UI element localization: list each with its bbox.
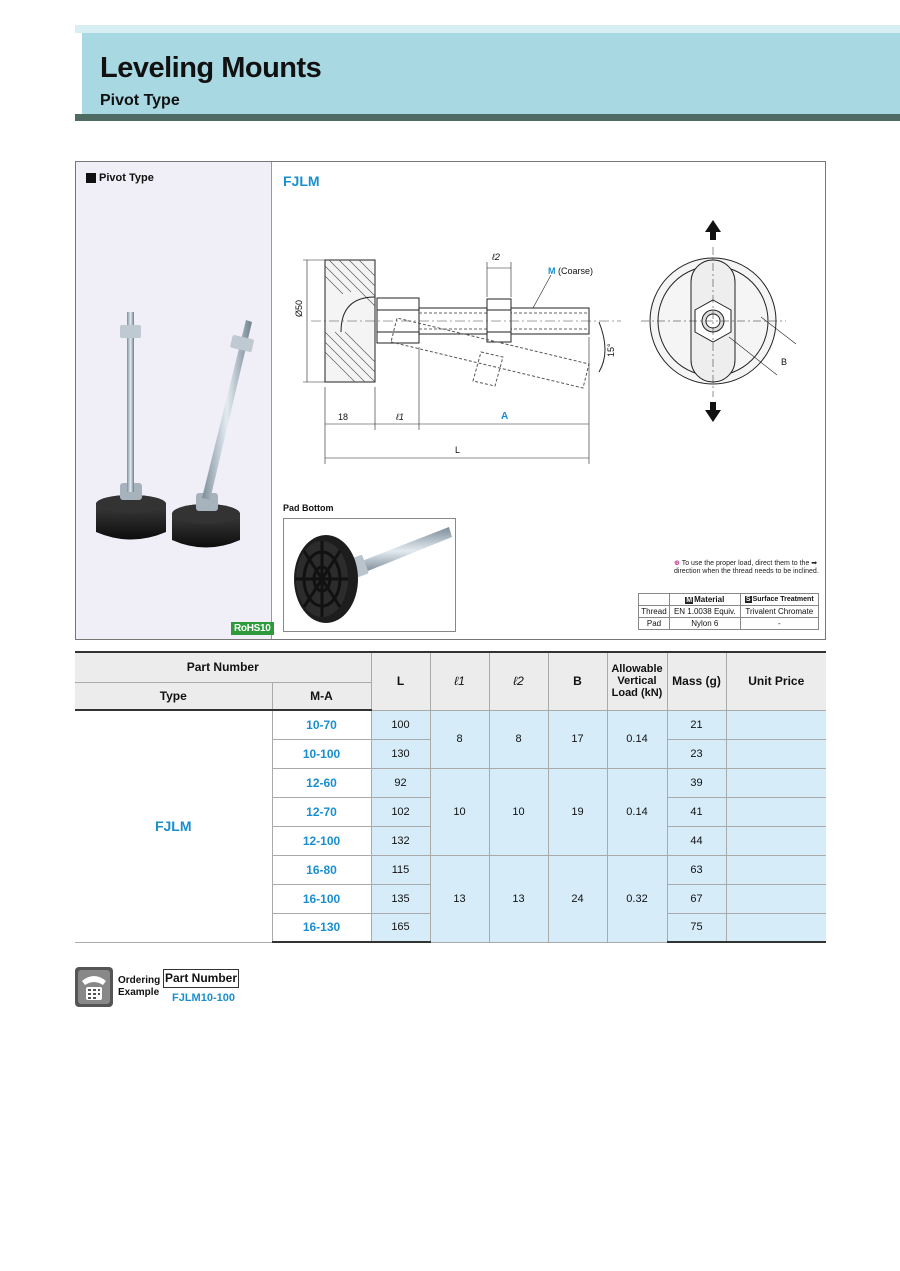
header-l2: ℓ2	[489, 652, 548, 710]
l1-cell: 13	[430, 855, 489, 942]
header-strip	[75, 25, 900, 33]
B-cell: 24	[548, 855, 607, 942]
mass-cell: 39	[667, 768, 726, 797]
ordering-label-line1: Ordering	[118, 975, 161, 986]
material-row	[639, 618, 819, 630]
header-L: L	[371, 652, 430, 710]
part-number-cell[interactable]: 16-100	[272, 884, 371, 913]
product-photo-panel	[76, 162, 272, 639]
l2-cell: 13	[489, 855, 548, 942]
arrow-down-icon	[705, 402, 721, 422]
ordering-part-number-value[interactable]: FJLM10-100	[172, 992, 235, 1004]
square-bullet-icon	[86, 173, 96, 183]
mass-cell: 21	[667, 710, 726, 739]
part-number-cell[interactable]: 12-70	[272, 797, 371, 826]
product-box	[75, 161, 826, 640]
material-value: EN 1.0038 Equiv.	[669, 606, 740, 618]
ordering-example-label	[118, 975, 160, 999]
L-cell: 132	[371, 826, 430, 855]
dim-l1: ℓ1	[396, 412, 404, 422]
usage-note-text: To use the proper load, direct them to the ➡ direction when the thread needs to be inclined.	[674, 560, 819, 575]
material-table	[638, 593, 819, 630]
phone-icon	[75, 967, 113, 1007]
table-row	[75, 710, 826, 739]
material-part: Pad	[639, 618, 670, 630]
surface-value: Trivalent Chromate	[740, 606, 818, 618]
L-cell: 102	[371, 797, 430, 826]
page-subtitle: Pivot Type	[100, 92, 180, 109]
rohs-badge: RoHS10	[231, 622, 274, 635]
header-mass: Mass (g)	[667, 652, 726, 710]
type-label	[86, 172, 154, 184]
header-type: Type	[75, 682, 272, 710]
model-label: FJLM	[283, 173, 320, 189]
l1-cell: 8	[430, 710, 489, 768]
material-m-icon: M	[686, 597, 693, 604]
thread-coarse: (Coarse)	[558, 266, 594, 276]
dim-A: A	[501, 411, 509, 422]
material-part: Thread	[639, 606, 670, 618]
thread-m-label	[548, 266, 593, 276]
material-corner	[639, 594, 670, 606]
load-cell: 0.14	[607, 768, 667, 855]
L-cell: 115	[371, 855, 430, 884]
dim-18: 18	[338, 412, 349, 422]
surface-header-text: Surface Treatment	[752, 596, 814, 603]
mass-cell: 75	[667, 913, 726, 942]
mass-cell: 23	[667, 739, 726, 768]
l2-cell: 10	[489, 768, 548, 855]
part-number-cell[interactable]: 16-130	[272, 913, 371, 942]
ordering-part-number-box: Part Number	[163, 969, 239, 988]
arrow-up-icon	[705, 220, 721, 240]
load-cell: 0.14	[607, 710, 667, 768]
page-title: Leveling Mounts	[100, 52, 322, 84]
header-B: B	[548, 652, 607, 710]
material-row	[639, 606, 819, 618]
header-underline	[75, 114, 900, 121]
material-header-text: Material	[694, 595, 725, 604]
dim-B: B	[781, 357, 788, 367]
material-header	[669, 594, 740, 606]
unit-price-cell	[726, 768, 826, 797]
dim-l2: ℓ2	[492, 252, 500, 262]
unit-price-cell	[726, 913, 826, 942]
unit-price-cell	[726, 855, 826, 884]
mass-cell: 67	[667, 884, 726, 913]
L-cell: 135	[371, 884, 430, 913]
surface-header	[740, 594, 818, 606]
header-load: Allowable Vertical Load (kN)	[607, 652, 667, 710]
part-number-cell[interactable]: 10-70	[272, 710, 371, 739]
thread-m: M	[548, 266, 556, 276]
type-cell: FJLM	[75, 710, 272, 942]
ordering-label-line2: Example	[118, 987, 160, 998]
product-photo	[76, 282, 272, 642]
surface-s-icon: S	[745, 596, 751, 603]
part-number-cell[interactable]: 12-100	[272, 826, 371, 855]
type-label-text: Pivot Type	[99, 172, 154, 184]
pad-bottom-label: Pad Bottom	[283, 503, 334, 513]
B-cell: 19	[548, 768, 607, 855]
usage-note	[674, 560, 820, 576]
L-cell: 165	[371, 913, 430, 942]
dim-L: L	[455, 445, 461, 455]
part-number-cell[interactable]: 12-60	[272, 768, 371, 797]
unit-price-cell	[726, 710, 826, 739]
surface-value: -	[740, 618, 818, 630]
pad-bottom-image	[284, 519, 455, 631]
unit-price-cell	[726, 884, 826, 913]
unit-price-cell	[726, 797, 826, 826]
l1-cell: 10	[430, 768, 489, 855]
spec-table	[75, 651, 826, 943]
part-number-cell[interactable]: 16-80	[272, 855, 371, 884]
pad-bottom-photo	[283, 518, 456, 632]
L-cell: 92	[371, 768, 430, 797]
part-number-cell[interactable]: 10-100	[272, 739, 371, 768]
mass-cell: 44	[667, 826, 726, 855]
warning-icon: ⊕	[674, 560, 680, 567]
technical-drawing	[281, 202, 826, 502]
l2-cell: 8	[489, 710, 548, 768]
mass-cell: 63	[667, 855, 726, 884]
unit-price-cell	[726, 739, 826, 768]
mass-cell: 41	[667, 797, 726, 826]
load-cell: 0.32	[607, 855, 667, 942]
dim-angle: 15°	[606, 343, 616, 357]
header-l1: ℓ1	[430, 652, 489, 710]
header-unit-price: Unit Price	[726, 652, 826, 710]
B-cell: 17	[548, 710, 607, 768]
header-part-number: Part Number	[75, 652, 371, 682]
dim-diameter: Ø50	[294, 299, 304, 317]
L-cell: 100	[371, 710, 430, 739]
L-cell: 130	[371, 739, 430, 768]
material-value: Nylon 6	[669, 618, 740, 630]
header-ma: M-A	[272, 682, 371, 710]
unit-price-cell	[726, 826, 826, 855]
